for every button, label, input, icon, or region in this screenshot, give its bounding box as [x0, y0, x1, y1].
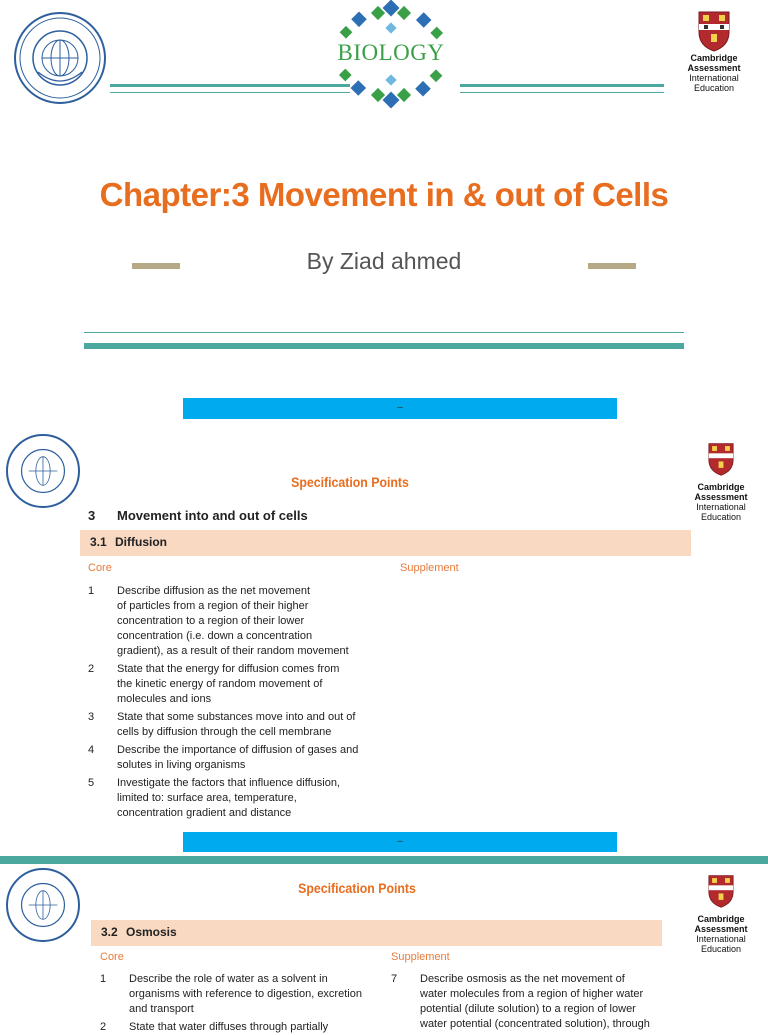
subsection-title: Osmosis — [126, 925, 177, 939]
spec-title-1: Specification Points — [291, 474, 409, 490]
spec-item-number: 2 — [100, 1021, 107, 1033]
cambridge-line-3: International — [696, 502, 746, 512]
spec-item-line: Describe the role of water as a solvent in — [129, 973, 328, 985]
school-seal-logo-3 — [6, 868, 80, 942]
title-divider-thick — [84, 343, 684, 349]
spec-item — [88, 743, 388, 773]
subsection-number: 3.1 — [90, 535, 107, 549]
cambridge-line-2: Assessment — [694, 492, 748, 502]
cambridge-shield-icon — [707, 442, 735, 476]
cambridge-line-2: Assessment — [694, 924, 748, 934]
slide-separator-bar-1: – — [183, 398, 617, 419]
spec-title-2: Specification Points — [298, 880, 416, 896]
subsection-title: Diffusion — [115, 535, 167, 549]
cambridge-line-3: International — [696, 934, 746, 944]
supplement-label: Supplement — [391, 951, 450, 963]
school-seal-logo — [14, 12, 106, 104]
cambridge-line-4: Education — [693, 83, 735, 93]
spec-item-number: 4 — [88, 744, 95, 756]
spec-item — [100, 1020, 380, 1035]
cambridge-line-1: Cambridge — [697, 482, 745, 492]
subsection-band-diffusion — [80, 530, 691, 556]
spec-item-number: 7 — [391, 973, 398, 985]
spec-item — [391, 972, 671, 1032]
cambridge-line-1: Cambridge — [690, 53, 738, 63]
spec-item-line: Investigate the factors that influence diffusion, — [117, 777, 340, 789]
spec-item-line: Describe diffusion as the net movement — [117, 585, 311, 597]
spec-item-number: 1 — [100, 973, 107, 985]
cambridge-shield-icon — [697, 10, 731, 52]
biology-logo-text: BIOLOGY — [337, 40, 445, 65]
spec-item-line: the kinetic energy of random movement of — [117, 678, 323, 690]
supplement-label: Supplement — [400, 562, 459, 574]
spec-item-line: organisms with reference to digestion, excretion — [129, 988, 362, 1000]
school-seal-logo-2 — [6, 434, 80, 508]
section-number: 3 — [88, 508, 96, 523]
slide-top-line — [0, 856, 768, 864]
cambridge-shield-icon — [707, 874, 735, 908]
spec-item-line: State that some substances move into and out of — [117, 711, 356, 723]
spec-item — [100, 972, 380, 1017]
spec-item-number: 3 — [88, 711, 95, 723]
author-dash-right — [588, 263, 636, 269]
subsection-band-osmosis — [91, 920, 662, 946]
supplement-list-2 — [391, 972, 671, 1030]
spec-item — [88, 776, 388, 821]
cambridge-logo-2 — [682, 442, 760, 526]
spec-item-number: 1 — [88, 585, 95, 597]
cambridge-line-1: Cambridge — [697, 914, 745, 924]
header-line-right — [460, 84, 664, 87]
spec-item-line: concentration (i.e. down a concentration — [117, 630, 313, 642]
cambridge-logo-3 — [682, 874, 760, 958]
core-list-2 — [100, 972, 380, 1033]
spec-item-line: water potential (concentrated solution), through — [420, 1018, 650, 1030]
section-heading: Movement into and out of cells — [117, 508, 308, 523]
cambridge-logo — [676, 10, 752, 96]
spec-item-line: Describe the importance of diffusion of gases and — [117, 744, 359, 756]
spec-item-number: 5 — [88, 777, 95, 789]
author-name: By Ziad ahmed — [306, 248, 462, 274]
header-line-left-thin — [110, 92, 350, 93]
chapter-title: Chapter:3 Movement in & out of Cells — [99, 176, 669, 213]
spec-item-line: gradient), as a result of their random movement — [117, 645, 349, 657]
spec-item-line: molecules and ions — [117, 693, 212, 705]
spec-item-line: potential (dilute solution) to a region of lower — [420, 1003, 636, 1015]
spec-item-line: concentration gradient and distance — [117, 807, 292, 819]
header-line-left — [110, 84, 350, 87]
spec-item-line: solutes in living organisms — [117, 759, 246, 771]
spec-item-line: limited to: surface area, temperature, — [117, 792, 297, 804]
spec-item — [88, 710, 388, 740]
core-list-1 — [88, 584, 388, 829]
spec-item-line: cells by diffusion through the cell membrane — [117, 726, 332, 738]
spec-item-number: 2 — [88, 663, 95, 675]
spec-item-line: water molecules from a region of higher water — [420, 988, 644, 1000]
spec-item-line: of particles from a region of their higher — [117, 600, 309, 612]
biology-logo — [323, 0, 459, 112]
spec-item-line: State that the energy for diffusion comes from — [117, 663, 340, 675]
spec-item-line: concentration to a region of their lower — [117, 615, 305, 627]
spec-item — [88, 584, 388, 659]
spec-item-line: State that water diffuses through partially — [129, 1021, 329, 1033]
cambridge-line-4: Education — [700, 944, 742, 954]
spec-item-line: and transport — [129, 1003, 194, 1015]
title-divider-thin — [84, 332, 684, 333]
spec-item-line: Describe osmosis as the net movement of — [420, 973, 625, 985]
cambridge-line-2: Assessment — [687, 63, 741, 73]
cambridge-line-3: International — [689, 73, 739, 83]
core-label: Core — [100, 951, 124, 963]
subsection-number: 3.2 — [101, 925, 118, 939]
core-label: Core — [88, 562, 112, 574]
cambridge-line-4: Education — [700, 512, 742, 522]
header-line-right-thin — [460, 92, 664, 93]
spec-item — [88, 662, 388, 707]
slide-separator-bar-2: – — [183, 832, 617, 852]
